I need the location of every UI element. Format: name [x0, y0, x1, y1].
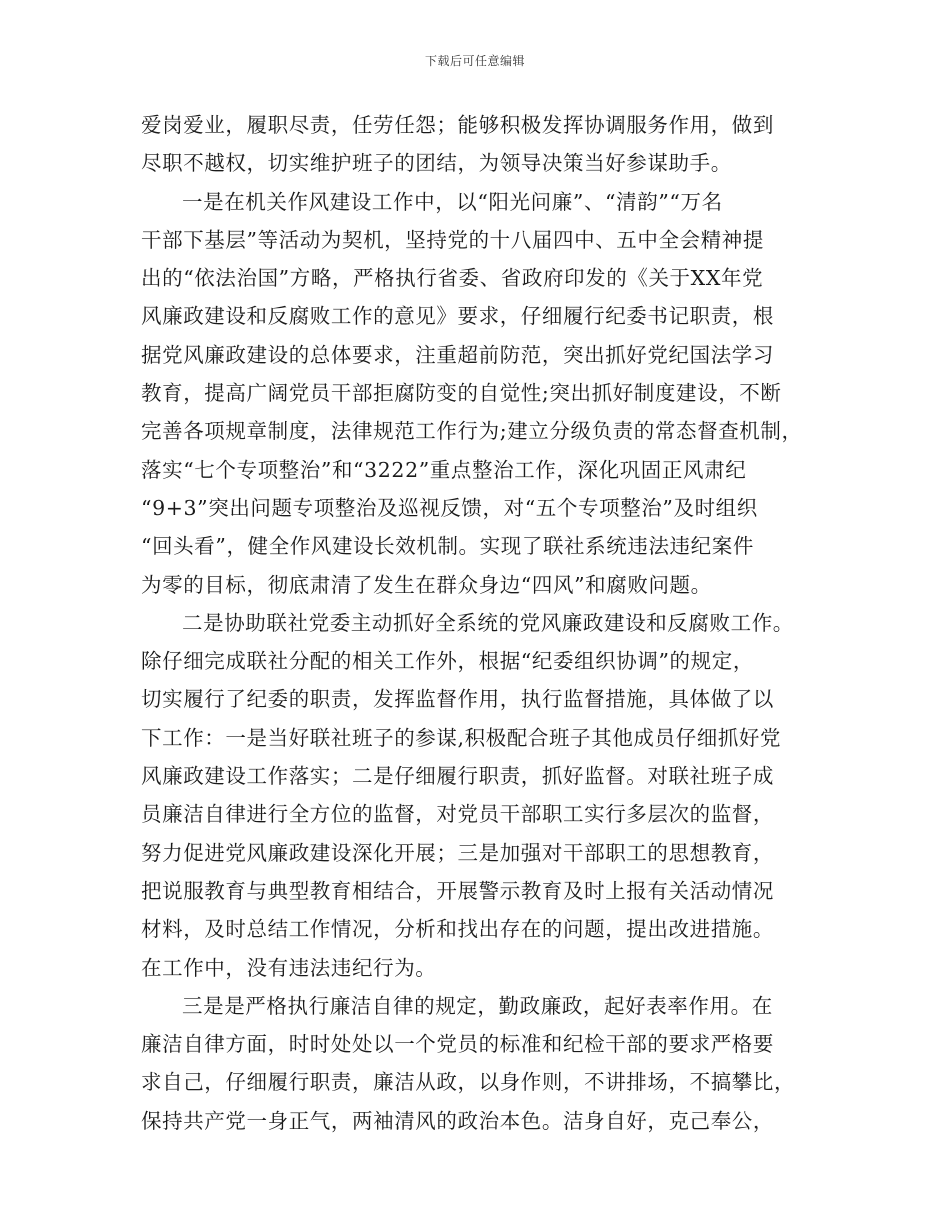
- text-line: 出的“依法治国”方略，严格执行省委、省政府印发的《关于XX年党: [141, 266, 764, 291]
- text-line: 除仔细完成联社分配的相关工作外，根据“纪委组织协调”的规定，: [141, 649, 754, 674]
- text-line: 为零的目标，彻底肃清了发生在群众身边“四风”和腐败问题。: [141, 572, 712, 597]
- text-line: 完善各项规章制度，法律规范工作行为;建立分级负责的常态督查机制，: [141, 419, 803, 444]
- text-line: “回头看”，健全作风建设长效机制。实现了联社系统违法违纪案件: [141, 534, 754, 559]
- text-line: “9+3”突出问题专项整治及巡视反馈，对“五个专项整治”及时组织: [141, 495, 758, 520]
- text-line: 风廉政建设工作落实；二是仔细履行职责，抓好监督。对联社班子成: [141, 764, 774, 789]
- text-line: 在工作中，没有违法违纪行为。: [141, 955, 437, 980]
- text-line: 据党风廉政建设的总体要求，注重超前防范，突出抓好党纪国法学习: [141, 342, 774, 367]
- text-line: 材料，及时总结工作情况，分析和找出存在的问题，提出改进措施。: [141, 917, 774, 942]
- text-line: 二是协助联社党委主动抓好全系统的党风廉政建设和反腐败工作。: [182, 610, 794, 635]
- text-line: 尽职不越权，切实维护班子的团结，为领导决策当好参谋助手。: [141, 151, 732, 176]
- text-line: 教育，提高广阔党员干部拒腐防变的自觉性;突出抓好制度建设，不断: [141, 381, 782, 406]
- text-line: 保持共产党一身正气，两袖清风的政治本色。洁身自好，克己奉公，: [141, 1108, 774, 1133]
- text-line: 廉洁自律方面，时时处处以一个党员的标准和纪检干部的要求严格要: [141, 1032, 774, 1057]
- document-body: [141, 106, 821, 1140]
- text-line: 求自己，仔细履行职责，廉洁从政，以身作则，不讲排场，不搞攀比，: [141, 1070, 796, 1095]
- text-line: 员廉洁自律进行全方位的监督，对党员干部职工实行多层次的监督，: [141, 802, 774, 827]
- text-line: 一是在机关作风建设工作中，以“阳光问廉”、“清韵”“万名: [182, 189, 723, 214]
- text-line: 努力促进党风廉政建设深化开展；三是加强对干部职工的思想教育，: [141, 840, 774, 865]
- text-line: 干部下基层”等活动为契机，坚持党的十八届四中、五中全会精神提: [141, 227, 764, 252]
- page-header-note: 下载后可任意编辑: [424, 54, 525, 68]
- text-line: 落实“七个专项整治”和“3222”重点整治工作，深化巩固正风肃纪: [141, 457, 747, 482]
- text-line: 下工作：一是当好联社班子的参谋,积极配合班子其他成员仔细抓好党: [141, 725, 782, 750]
- text-line: 三是是严格执行廉洁自律的规定，勤政廉政，起好表率作用。在: [182, 993, 773, 1018]
- text-line: 切实履行了纪委的职责，发挥监督作用，执行监督措施，具体做了以: [141, 687, 774, 712]
- text-line: 风廉政建设和反腐败工作的意见》要求，仔细履行纪委书记职责，根: [141, 304, 774, 329]
- text-line: 把说服教育与典型教育相结合，开展警示教育及时上报有关活动情况: [141, 878, 774, 903]
- text-line: 爱岗爱业，履职尽责，任劳任怨；能够积极发挥协调服务作用，做到: [141, 113, 774, 137]
